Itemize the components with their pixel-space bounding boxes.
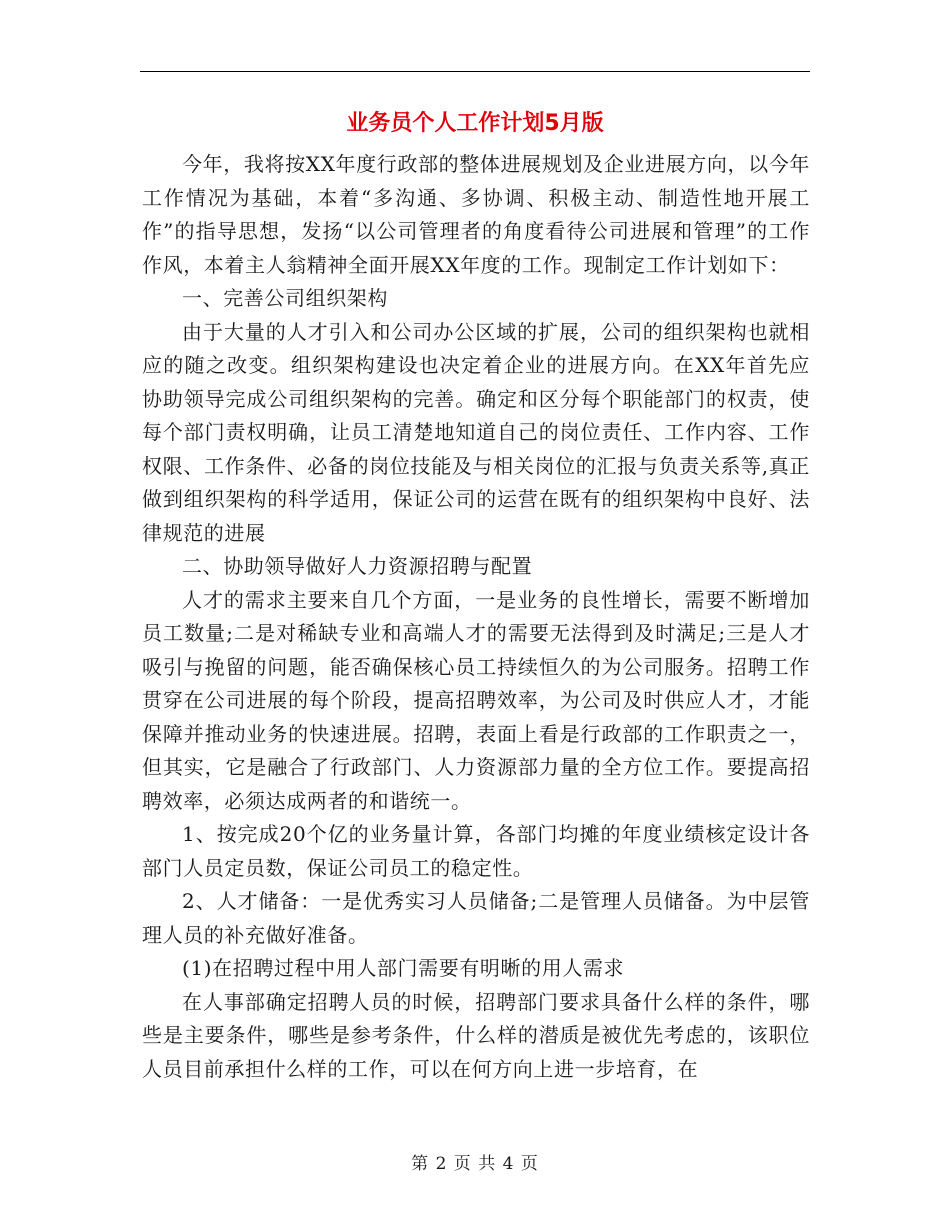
paragraph-intro: 今年，我将按XX年度行政部的整体进展规划及企业进展方向，以今年工作情况为基础，本着“多沟通、多协调、积极主动、制造性地开展工作”的指导思想，发扬“以公司管理者的角度看待公司进展和管理”的工作作风，本着主人翁精神全面开展XX年度的工作。现制定工作计划如下：	[142, 152, 810, 277]
sub-item-1: (1)在招聘过程中用人部门需要有明晰的用人需求	[182, 956, 625, 980]
list-item-2: 2、人才储备：一是优秀实习人员储备;二是管理人员储备。为中层管理人员的补充做好准备。	[142, 889, 810, 947]
paragraph-talent-needs: 人才的需求主要来自几个方面，一是业务的良性增长，需要不断增加员工数量;二是对稀缺专业和高端人才的需要无法得到及时满足;三是人才吸引与挽留的问题，能否确保核心员工持续恒久的为公司服务。招聘工作贯穿在公司进展的每个阶段，提高招聘效率，为公司及时供应人才，才能保障并推动业务的快速进展。招聘，表面上看是行政部的工作职责之一，但其实，它是融合了行政部门、人力资源部力量的全方位工作。要提高招聘效率，必须达成两者的和谐统一。	[142, 587, 810, 813]
paragraph-recruiting: 在人事部确定招聘人员的时候，招聘部门要求具备什么样的条件，哪些是主要条件，哪些是参考条件，什么样的潜质是被优先考虑的，该职位人员目前承担什么样的工作，可以在何方向上进一步培育，在	[142, 989, 810, 1081]
document-body	[142, 148, 810, 1086]
list-item-1: 1、按完成20个亿的业务量计算，各部门均摊的年度业绩核定设计各部门人员定员数，保证公司员工的稳定性。	[142, 822, 810, 880]
paragraph-org-structure: 由于大量的人才引入和公司办公区域的扩展，公司的组织架构也就相应的随之改变。组织架构建设也决定着企业的进展方向。在XX年首先应协助领导完成公司组织架构的完善。确定和区分每个职能部门的权责，使每个部门责权明确，让员工清楚地知道自己的岗位责任、工作内容、工作权限、工作条件、必备的岗位技能及与相关岗位的汇报与负责关系等,真正做到组织架构的科学适用，保证公司的运营在既有的组织架构中良好、法律规范的进展	[142, 319, 810, 545]
document-title: 业务员个人工作计划5月版	[346, 111, 604, 136]
section-heading-1: 一、完善公司组织架构	[182, 286, 388, 310]
header-rule	[140, 71, 810, 72]
section-heading-2: 二、协助领导做好人力资源招聘与配置	[182, 554, 533, 578]
page-number: 第 2 页 共 4 页	[411, 1154, 539, 1174]
